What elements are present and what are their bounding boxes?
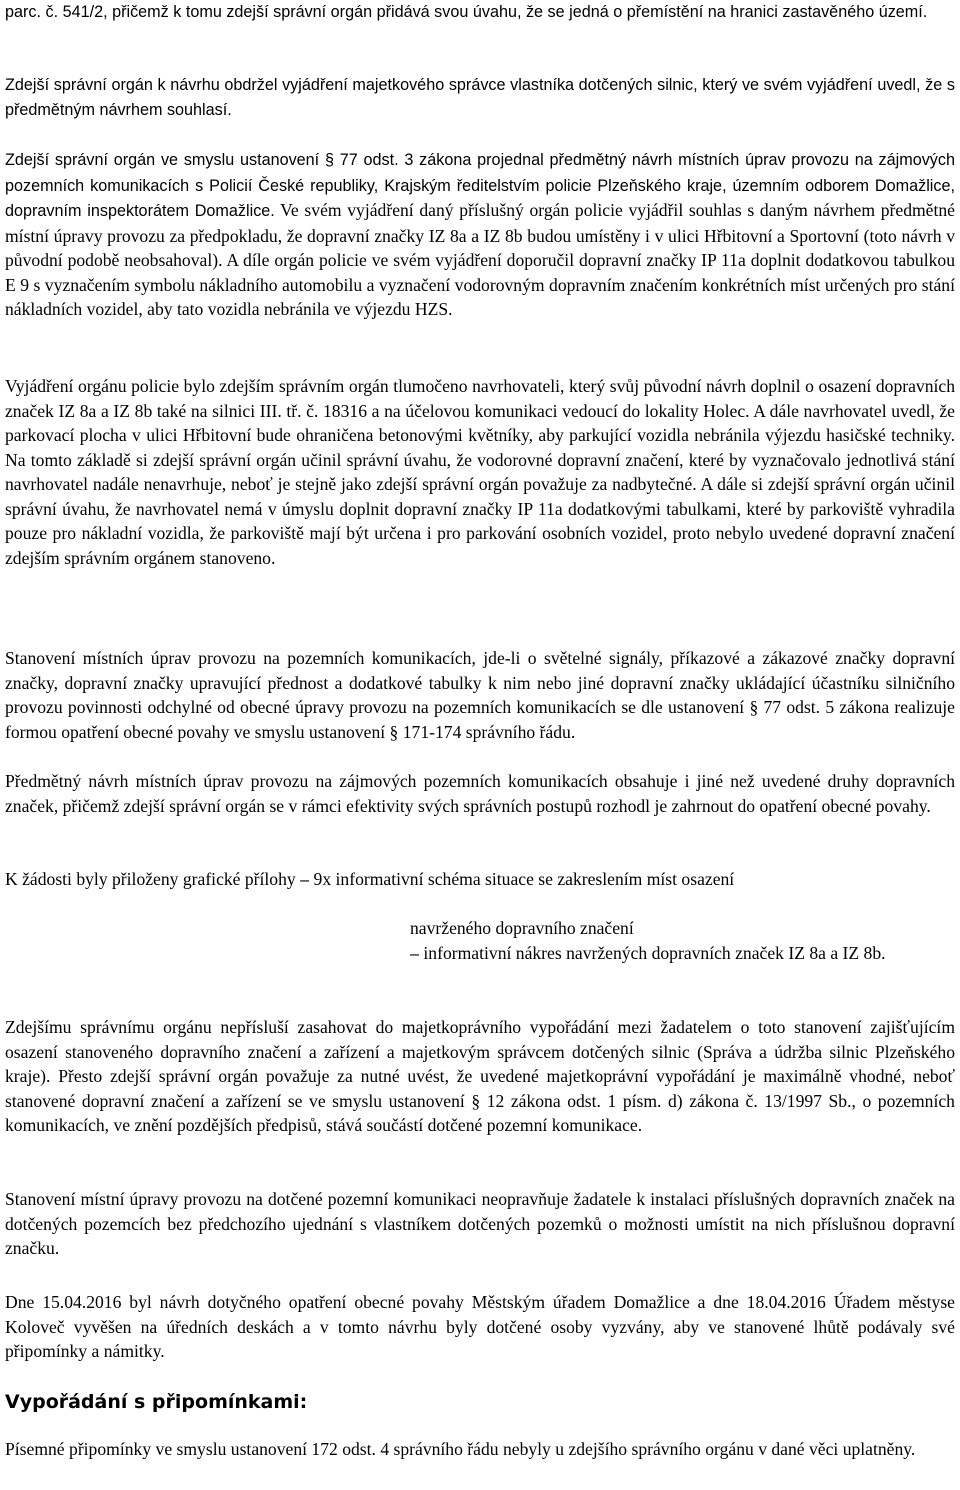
section-sign: § <box>749 697 759 717</box>
paragraph-legal-basis: Stanovení místních úprav provozu na pozemních komunikacích, jde-li o světelné signály, příkazové a zákazové značky dopravní značky, dopravní značky upravující přednost a dodatkové tabulky k nim nebo jiné dopravní značky ukládající účastníku silničního provozu povinnosti odchylné od obecné úpravy provozu na pozemních komunikacích se dle ustanovení § 77 odst. 5 zákona realizuje formou opatření obecné povahy ve smyslu ustanovení § 171-174 správního řádu. <box>5 648 955 742</box>
section-sign: § <box>324 151 334 169</box>
paragraph-parcel: parc. č. 541/2, přičemž k tomu zdejší správní orgán přidává svou úvahu, že se jedná o přemístění na hranici zastavěného území. <box>5 3 928 21</box>
section-sign: § <box>471 1090 481 1111</box>
paragraph-police-opinion: Vyjádření orgánu policie bylo zdejším správním orgán tlumočeno navrhovateli, který svůj původní návrh doplnil o osazení dopravních značek IZ 8a a IZ 8b také na silnici III. tř. č. 18316 a na účelovou komunikaci vedoucí do lokality Holec. A dále navrhovatel uvedl, že parkovací plocha v ulici Hřbitovní bude ohraničena betonovými květníky, aby parkující vozidla nebránila výjezdu hasičské techniky. Na tomto základě si zdejší správní orgán učinil správní úvahu, že vodorovné dopravní značení, které by vyznačovalo jednotlivá stání navrhovatel nadále nenavrhuje, neboť je stejně jako zdejší správní orgán považuje za nadbytečné. A dále si zdejší správní orgán učinil správní úvahu, že navrhovatel nemá v úmyslu doplnit dopravní značky IP 11a dodatkovými tabulkami, které by parkoviště vyhradila pouze pro nákladní vozidla, že parkoviště mají být určena i pro parkování osobních vozidel, proto nebylo uvedené dopravní značení zdejším správním orgánem stanoveno. <box>5 376 955 568</box>
section-sign: § <box>389 721 399 742</box>
paragraph-publication: Dne 15.04.2016 byl návrh dotyčného opatření obecné povahy Městským úřadem Domažlice a dne 18.04.2016 Úřadem městyse Koloveč vyvěšen na úředních deskách a v tomto návrhu byly dotčené osoby vyzvány, aby ve stanovené lhůtě podávaly své připomínky a námitky. <box>5 1292 955 1361</box>
paragraph-owner-statement: Zdejší správní orgán k návrhu obdržel vyjádření majetkového správce vlastníka dotčených silnic, který ve svém vyjádření uvedl, že s předmětným návrhem souhlasí. <box>5 76 955 119</box>
section-heading: Vypořádání s připomínkami: <box>5 1391 308 1413</box>
attachment-item-1: navrženého dopravního značení <box>410 918 634 938</box>
paragraph-police-consultation: Zdejší správní orgán ve smyslu ustanovení § 77 odst. 3 zákona projednal předmětný návrh místních úprav provozu na zájmových pozemních komunikacích s Policií České republiky, Krajským ředitelstvím policie Plzeňského kraje, územním odborem Domažlice, dopravním inspektorátem Domažlice. Ve svém vyjádření daný příslušný orgán policie vyjádřil souhlas s daným návrhem předmětné místní úpravy provozu za předpokladu, že dopravní značky IZ 8a a IZ 8b budou umístěny i v ulici Hřbitovní a Sportovní (toto návrh v původní podobě neobsahoval). A díle orgán policie ve svém vyjádření doporučil dopravní značky IP 11a doplnit dodatkovou tabulkou E 9 s vyznačením symbolu nákladního automobilu a vyznačení vodorovným dopravním značením konkrétních míst určených pro stání nákladních vozidel, aby tato vozidla nebránila ve výjezdu HZS. <box>5 151 955 319</box>
paragraph-property-settlement: Zdejšímu správnímu orgánu nepřísluší zasahovat do majetkoprávního vypořádání mezi žadatelem o toto stanovení zajišťujícím osazení stanoveného dopravního značení a zařízení a majetkovým správcem dotčených silnic (Správa a údržba silnic Plzeňského kraje). Přesto zdejší správní orgán považuje za nutné uvést, že uvedené majetkoprávní vypořádání je maximálně vhodné, neboť stanovené dopravní značení a zařízení se ve smyslu ustanovení § 12 zákona odst. 1 písm. d) zákona č. 13/1997 Sb., o pozemních komunikacích, ve znění pozdějších předpisů, stává součástí dotčené pozemní komunikace. <box>5 1017 955 1135</box>
dash: – <box>300 871 310 889</box>
paragraph-attachments: K žádosti byly přiloženy grafické přílohy – 9x informativní schéma situace se zakreslením míst osazení <box>5 869 735 889</box>
attachment-item-2: – informativní nákres navržených dopravních značek IZ 8a a IZ 8b. <box>410 943 886 963</box>
paragraph-installation: Stanovení místní úpravy provozu na dotčené pozemní komunikaci neopravňuje žadatele k instalaci příslušných dopravních značek na dotčených pozemcích bez předchozího ujednání s vlastníkem dotčených pozemků o možnosti umístit na nich příslušnou dopravní značku. <box>5 1189 955 1258</box>
paragraph-other-signs: Předmětný návrh místních úprav provozu na zájmových pozemních komunikacích obsahuje i jiné než uvedené druhy dopravních značek, přičemž zdejší správní orgán se v rámci efektivity svých správních postupů rozhodl je zahrnout do opatření obecné povahy. <box>5 771 955 816</box>
dash: – <box>410 945 420 963</box>
paragraph-objections: Písemné připomínky ve smyslu ustanovení 172 odst. 4 správního řádu nebyly u zdejšího správního orgánu v dané věci uplatněny. <box>5 1439 916 1459</box>
